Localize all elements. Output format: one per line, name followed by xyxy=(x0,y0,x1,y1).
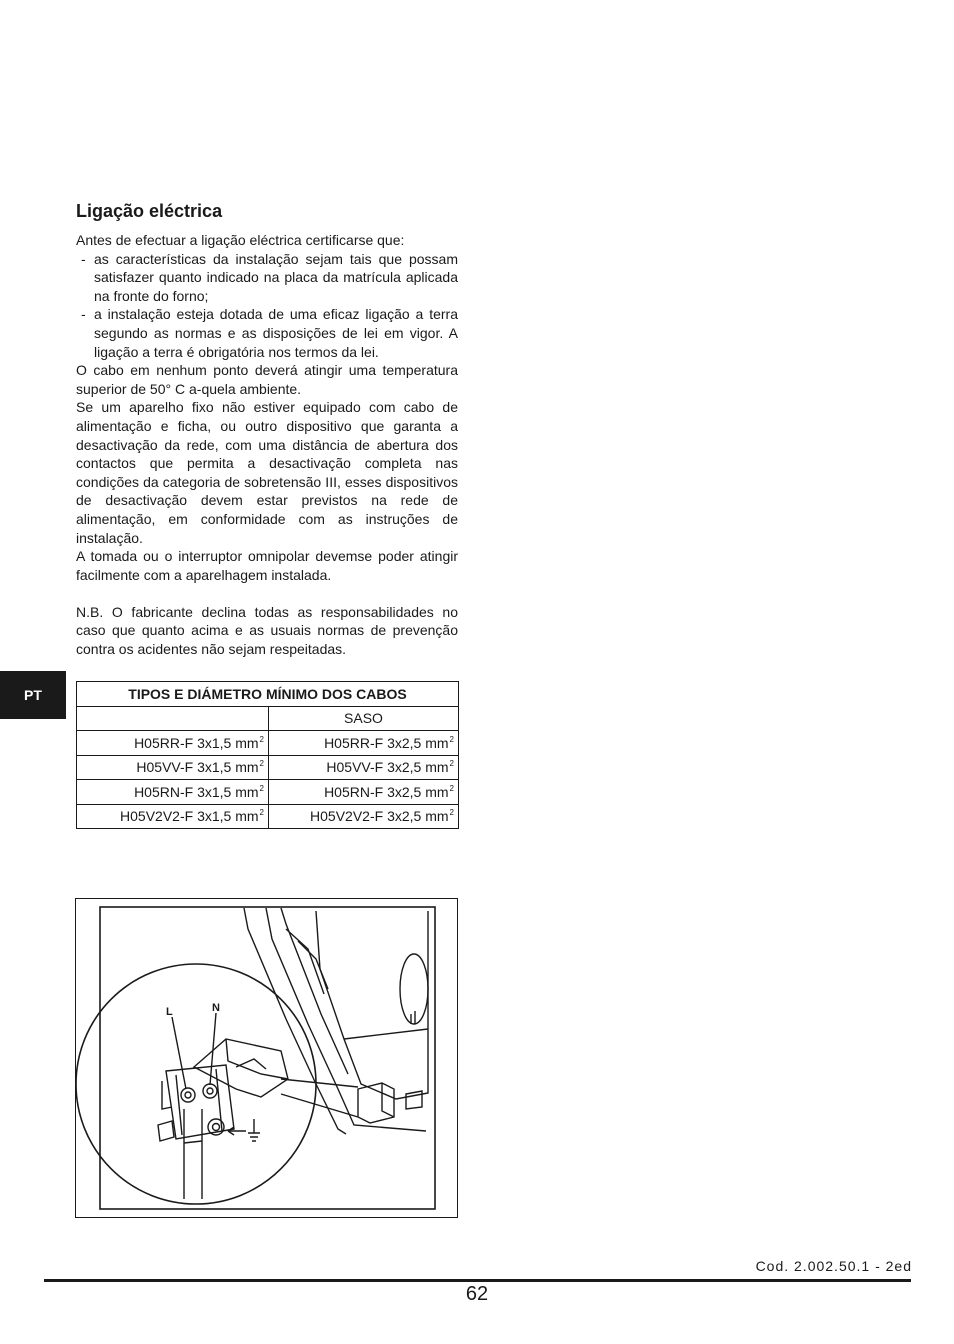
table-cell: H05RR-F 3x2,5 $mm^2$ xyxy=(269,731,459,756)
paragraph: A tomada ou o interruptor omnipolar devemse poder atingir facilmente com a aparelhagem instalada. xyxy=(76,548,458,583)
bullet-item xyxy=(76,305,458,361)
label-n: N xyxy=(212,1002,220,1014)
table-cell: H05VV-F 3x2,5 $mm^2$ xyxy=(269,755,459,780)
table-row xyxy=(77,804,459,829)
table-cell: H05V2V2-F 3x1,5 $mm^2$ xyxy=(77,804,269,829)
bullet-item xyxy=(76,250,458,306)
bullet-text: a instalação esteja dotada de uma eficaz ligação a terra segundo as normas e as disposições de lei em vigor. A ligação a terra é obrigatória nos termos da lei. xyxy=(94,306,458,360)
table-row xyxy=(77,780,459,805)
table-row xyxy=(77,755,459,780)
label-l: L xyxy=(166,1006,173,1018)
section-title: Ligação eléctrica xyxy=(76,201,223,221)
section-body xyxy=(76,231,458,659)
terminal-block-illustration xyxy=(76,899,457,1217)
table-row xyxy=(77,731,459,756)
bullet-dash: - xyxy=(81,250,86,267)
table-cell: H05RR-F 3x1,5 $mm^2$ xyxy=(77,731,269,756)
table-title: TIPOS E DIÁMETRO MÍNIMO DOS CABOS xyxy=(77,682,459,707)
paragraph: O cabo em nenhum ponto deverá atingir uma temperatura superior de 50° C a-quela ambiente. xyxy=(76,362,458,397)
wiring-figure xyxy=(75,898,458,1218)
intro-text: Antes de efectuar a ligação eléctrica certificarse que: xyxy=(76,232,405,248)
cable-types-table xyxy=(76,681,459,829)
bullet-text: as características da instalação sejam tais que possam satisfazer quanto indicado na placa da matrícula aplicada na fronte do forno; xyxy=(94,250,458,304)
table-title-row xyxy=(77,682,459,707)
paragraph: Se um aparelho fixo não estiver equipado com cabo de alimentação e ficha, ou outro dispositivo que garanta a desactivação da rede, com uma distância de abertura dos contactos que permita a desactivação completa nas condições da categoria de sobretensão III, esses dispositivos de desactivação devem estar previstos na rede de alimentação, em conformidade com as instruções de instalação. xyxy=(76,399,458,546)
table-cell: H05V2V2-F 3x2,5 $mm^2$ xyxy=(269,804,459,829)
table-header-saso: SASO xyxy=(269,706,459,731)
page-number: 62 xyxy=(465,1283,489,1305)
table-header-row xyxy=(77,706,459,731)
table-cell: H05VV-F 3x1,5 $mm^2$ xyxy=(77,755,269,780)
document-code: Cod. 2.002.50.1 - 2ed xyxy=(755,1258,912,1274)
table-cell: H05RN-F 3x1,5 $mm^2$ xyxy=(77,780,269,805)
table-header-empty xyxy=(77,706,269,731)
spacer xyxy=(76,584,458,603)
note-text: N.B. O fabricante declina todas as responsabilidades no caso que quanto acima e as usuais normas de prevenção contra os acidentes não sejam respeitadas. xyxy=(76,603,458,658)
language-tab: PT xyxy=(0,671,66,719)
footer-rule xyxy=(44,1279,911,1282)
bullet-dash: - xyxy=(81,306,86,323)
table-cell: H05RN-F 3x2,5 $mm^2$ xyxy=(269,780,459,805)
